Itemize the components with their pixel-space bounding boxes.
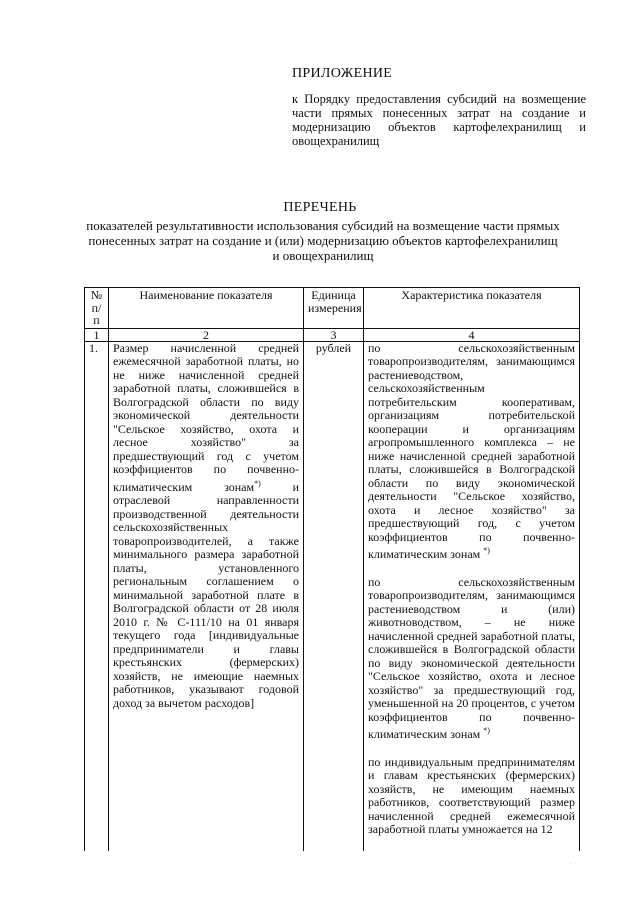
row-indicator-name: [109, 341, 304, 851]
footnote-mark: *): [254, 478, 261, 488]
row-number: 1.: [85, 341, 109, 851]
description-paragraph: [368, 342, 575, 562]
indicators-table: [84, 287, 580, 851]
header-unit: Единица измерения: [304, 288, 364, 329]
column-numbering-row: [85, 328, 580, 341]
footnote-mark: *): [483, 546, 490, 555]
indicator-name-part1: Размер начисленной средней ежемесячной заработной платы, но не ниже начисленной средней заработной платы, сложившейся в Волгоградской области по виду экономической деятельности "Сельское хозяйство, охота и лесное хозяйство" за предшествующий год с учетом коэффициентов по почвенно-климатическим зонам: [113, 340, 299, 494]
description-text: по сельскохозяйственным товаропроизводителям, занимающимся растениеводством и (или) животноводством, – не ниже начисленной средней заработной платы, сложившейся в Волгоградской области по виду экономической деятельности "Сельское хозяйство, охота и лесное хозяйство" за предшествующий год, уменьшенной на 20 процентов, с учетом коэффициентов по почвенно-климатическим зонам: [368, 574, 575, 741]
appendix-text: к Порядку предоставления субсидий на возмещение части прямых понесенных затрат на создание и модернизацию объектов картофелехранилищ и овощехранилищ: [292, 92, 586, 148]
document-title: ПЕРЕЧЕНЬ: [283, 200, 357, 215]
description-text: по индивидуальным предпринимателям и главам крестьянских (фермерских) хозяйств, не имеющим наемных работников, соответствующий размер начисленной средней ежемесячной заработной платы умножается на 12: [368, 754, 575, 836]
description-paragraph: [368, 576, 575, 742]
column-number: 4: [364, 328, 580, 341]
header-number: № п/п: [85, 288, 109, 329]
header-description: Характеристика показателя: [364, 288, 580, 329]
table-row: [85, 341, 580, 851]
column-number: 3: [304, 328, 364, 341]
row-description: [364, 341, 580, 851]
column-number: 2: [109, 328, 304, 341]
column-number: 1: [85, 328, 109, 341]
description-text: по сельскохозяйственным товаропроизводителям, занимающимся растениеводством, сельскохозяйственным потребительским кооперативам, организациям потребительской кооперации и организациям агропромышленного комплекса – не ниже начисленной средней заработной платы, сложившейся в Волгоградской области по виду экономической деятельности "Сельское хозяйство, охота и лесное хозяйство" за предшествующий год, с учетом коэффициентов по почвенно-климатическим зонам: [368, 340, 575, 561]
description-paragraph: [368, 756, 575, 837]
document-subtitle: показателей результативности использования субсидий на возмещение части прямых понесенных затрат на создание и (или) модернизацию объектов картофелехранилищ и овощехранилищ: [86, 218, 560, 263]
page-mark: .: [570, 860, 572, 866]
indicator-name-part2: и отраслевой направленности производственной деятельности сельскохозяйственных товаропроизводителей, а также минимального размера заработной платы, установленного региональным соглашением о минимальной заработной плате в Волгоградской области от 28 июля 2010 г. № С-111/10 на 01 января текущего года [индивидуальные предприниматели и главы крестьянских (фермерских) хозяйств, не имеющие наемных работников, указывают годовой доход за вычетом расходов]: [113, 479, 299, 710]
footnote-mark: *): [483, 726, 490, 735]
header-name: Наименование показателя: [109, 288, 304, 329]
table-header-row: [85, 288, 580, 329]
row-unit: рублей: [304, 341, 364, 851]
appendix-title: ПРИЛОЖЕНИЕ: [292, 66, 393, 81]
